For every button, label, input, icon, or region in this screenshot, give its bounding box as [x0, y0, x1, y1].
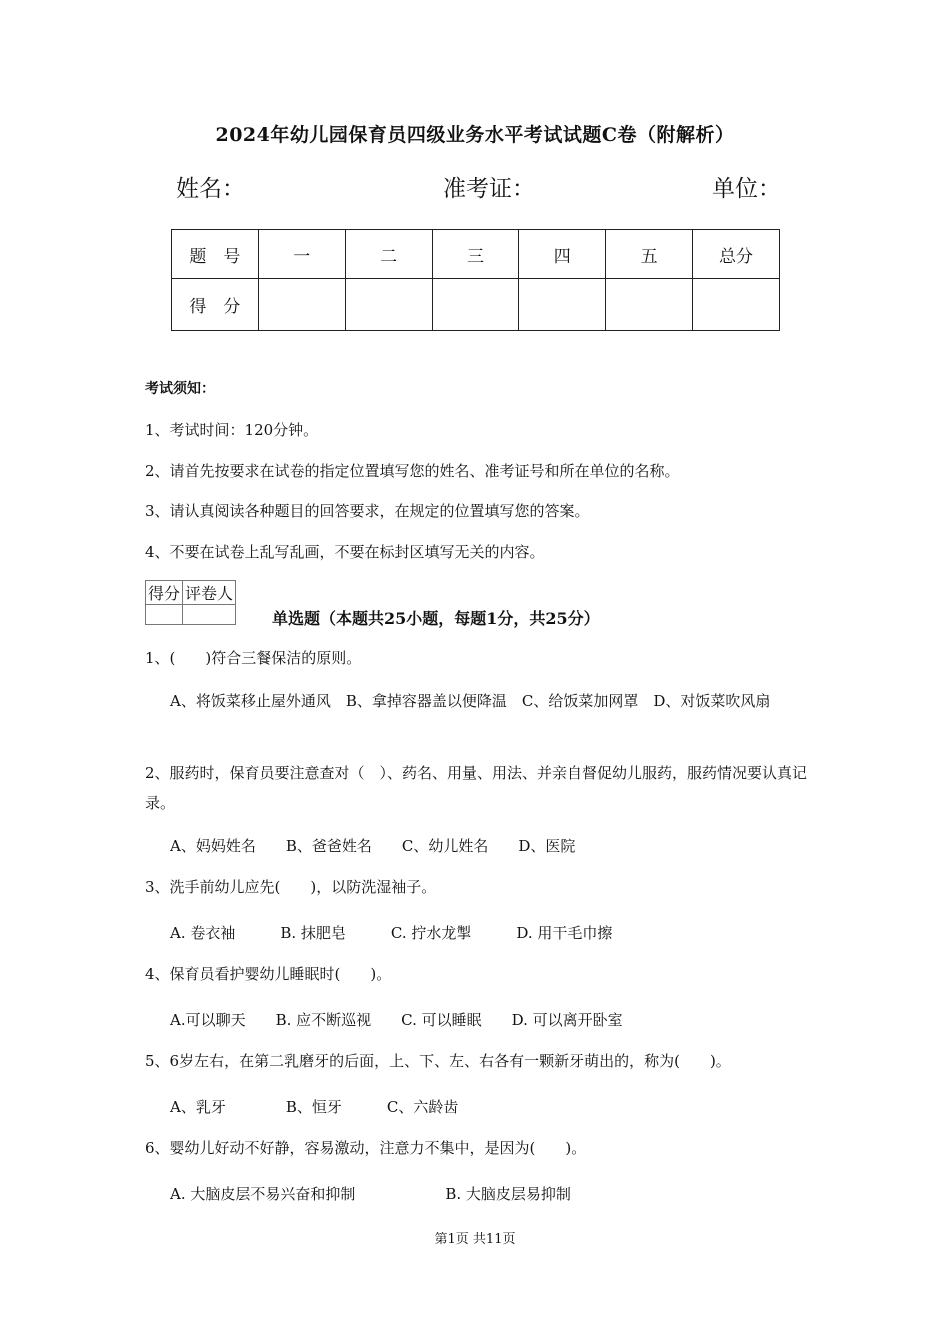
question-options-text: A、将饭菜移止屋外通风 B、拿掉容器盖以便降温 C、给饭菜加网罩 D、对饭菜吹风扇 — [170, 692, 771, 710]
grader-box — [145, 580, 236, 625]
unit-label: 单位： — [712, 176, 781, 202]
notice-item: 3、请认真阅读各种题目的回答要求，在规定的位置填写您的答案。 — [145, 502, 590, 520]
score-header-cell: 三 — [432, 230, 519, 279]
notice-item: 2、请首先按要求在试卷的指定位置填写您的姓名、准考证号和所在单位的名称。 — [145, 462, 680, 480]
question-options: A.可以聊天 B. 应不断巡视 C. 可以睡眠 D. 可以离开卧室 — [170, 1011, 623, 1029]
score-header-cell: 二 — [345, 230, 432, 279]
score-header-cell: 五 — [606, 230, 693, 279]
question-stem: 3、洗手前幼儿应先( )，以防洗湿袖子。 — [145, 878, 437, 896]
grader-reviewer-cell[interactable] — [183, 605, 236, 625]
question-stem: 4、保育员看护婴幼儿睡眠时( )。 — [145, 965, 392, 983]
question-options: A、乳牙 B、恒牙 C、六龄齿 — [170, 1098, 459, 1116]
page-title: 2024年幼儿园保育员四级业务水平考试试题C卷（附解析） — [215, 124, 735, 146]
question-options: A. 卷衣袖 B. 抹肥皂 C. 拧水龙掣 D. 用干毛巾擦 — [170, 924, 613, 942]
question-options — [170, 686, 810, 716]
score-cell[interactable] — [432, 279, 519, 331]
score-header-cell: 一 — [258, 230, 345, 279]
grader-score-label: 得分 — [146, 581, 183, 605]
notice-item: 4、不要在试卷上乱写乱画，不要在标封区填写无关的内容。 — [145, 543, 545, 561]
name-label: 姓名： — [176, 176, 245, 202]
grader-reviewer-label: 评卷人 — [183, 581, 236, 605]
score-cell[interactable] — [345, 279, 432, 331]
score-table-score-row — [172, 279, 780, 331]
question-options: A、妈妈姓名 B、爸爸姓名 C、幼儿姓名 D、医院 — [170, 837, 576, 855]
score-header-cell: 四 — [519, 230, 606, 279]
question-stem: 2、服药时，保育员要注意查对（ ）、药名、用量、用法、并亲自督促幼儿服药，服药情况要认真记录。 — [145, 764, 808, 812]
question-options: A. 大脑皮层不易兴奋和抑制 B. 大脑皮层易抑制 — [170, 1185, 571, 1203]
question-stem: 1、( )符合三餐保洁的原则。 — [145, 649, 362, 667]
question-stem: 5、6岁左右，在第二乳磨牙的后面，上、下、左、右各有一颗新牙萌出的，称为( )。 — [145, 1052, 731, 1070]
score-cell[interactable] — [693, 279, 780, 331]
score-header-cell: 题 号 — [172, 230, 259, 279]
score-row-label: 得 分 — [172, 279, 259, 331]
score-cell[interactable] — [519, 279, 606, 331]
question-stem: 6、婴幼儿好动不好静，容易激动，注意力不集中，是因为( )。 — [145, 1139, 587, 1157]
grader-score-cell[interactable] — [146, 605, 183, 625]
exam-id-label: 准考证： — [443, 176, 535, 202]
section-title: 单选题（本题共25小题，每题1分，共25分） — [272, 609, 600, 628]
notice-item: 1、考试时间：120分钟。 — [145, 421, 319, 439]
score-table — [171, 229, 780, 331]
page-footer: 第1页 共11页 — [434, 1232, 516, 1247]
score-cell[interactable] — [258, 279, 345, 331]
score-cell[interactable] — [606, 279, 693, 331]
score-header-cell: 总分 — [693, 230, 780, 279]
score-table-header-row — [172, 230, 780, 279]
notice-heading: 考试须知： — [145, 381, 215, 397]
